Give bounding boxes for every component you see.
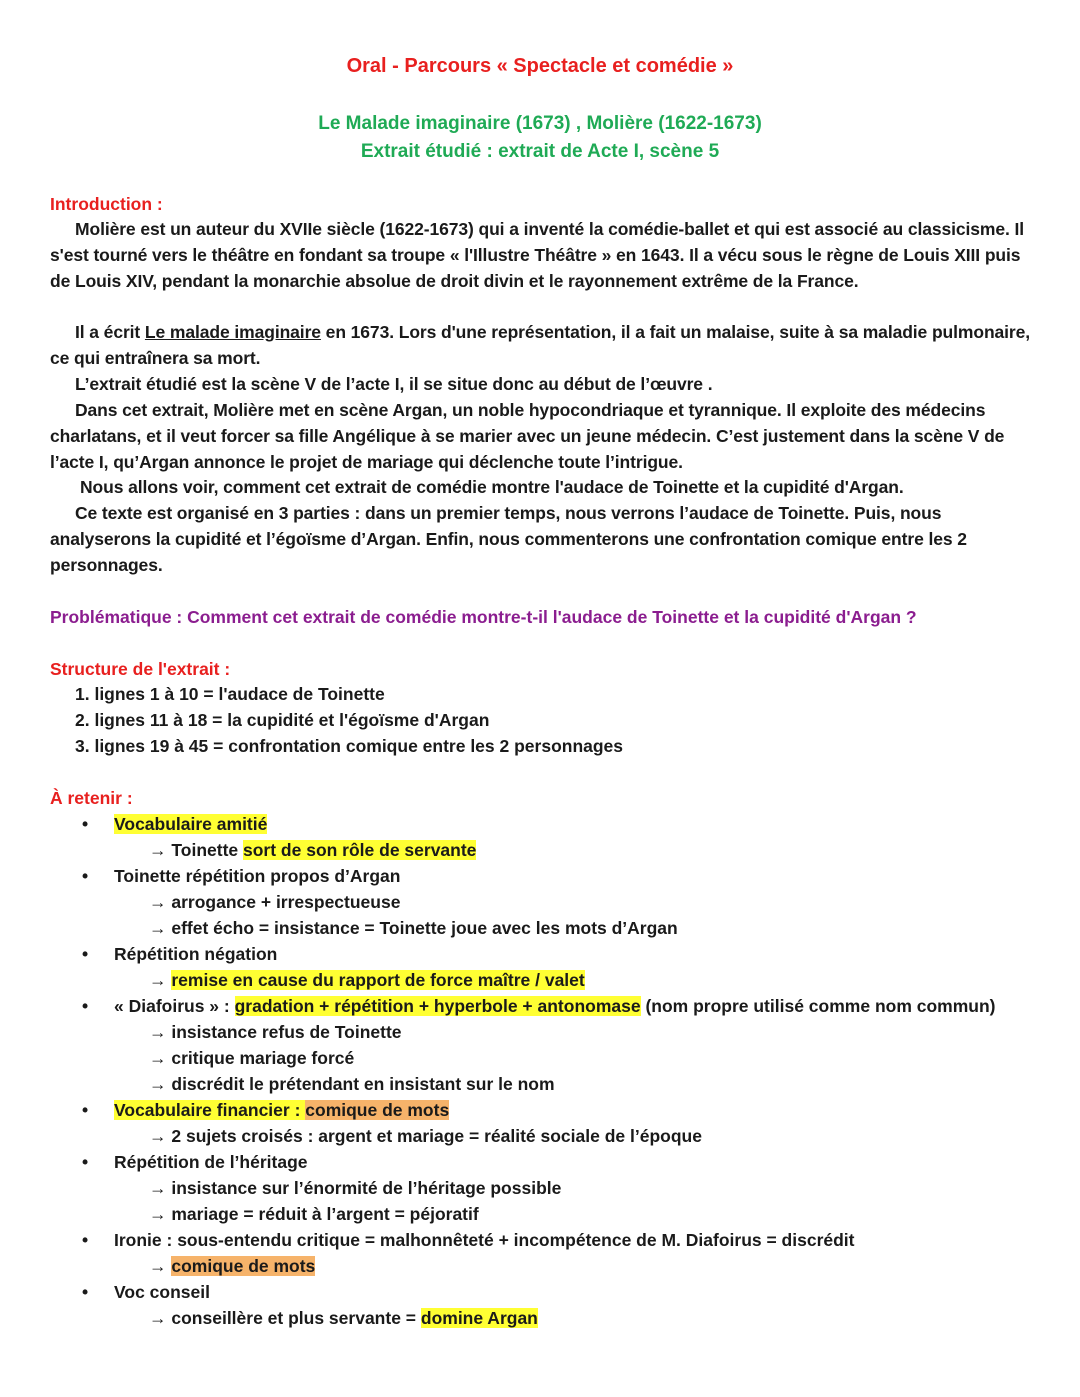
- arrow-icon: →: [149, 1022, 167, 1042]
- retenir-subitem: → critique mariage forcé: [149, 1048, 355, 1068]
- retenir-subitem: → discrédit le prétendant en insistant sur le nom: [149, 1074, 555, 1094]
- arrow-icon: →: [149, 1178, 167, 1198]
- retenir-item: Vocabulaire amitié: [114, 814, 268, 834]
- bullet-icon: •: [82, 996, 89, 1016]
- intro-paragraph-2: Il a écrit Le malade imaginaire en 1673. Lors d'une représentation, il a fait un malaise, suite à sa maladie pulmonaire, ce qui entraînera sa mort.: [50, 322, 1031, 368]
- extract-subtitle: Extrait étudié : extrait de Acte I, scène 5: [360, 141, 720, 162]
- structure-item: 2. lignes 11 à 18 = la cupidité et l'égoïsme d'Argan: [75, 710, 490, 730]
- retenir-subitem: → Toinette sort de son rôle de servante: [149, 840, 477, 860]
- arrow-icon: →: [149, 1256, 167, 1276]
- retenir-subitem: → comique de mots: [149, 1256, 316, 1276]
- work-title-underlined: Le malade imaginaire: [144, 322, 321, 342]
- arrow-icon: →: [149, 1308, 167, 1328]
- bullet-icon: •: [82, 1152, 89, 1172]
- intro-paragraph-1: Molière est un auteur du XVIIe siècle (1622-1673) qui a inventé la comédie-ballet et qui est associé au classicisme. Il s'est tourné vers le théâtre en fondant sa troupe « l'Illustre Théâtre » en 1643. Il a vécu sous le règne de Louis XIII puis de Louis XIV, pendant la monarchie absolue de droit divin et le rayonnement extrême de la France.: [50, 219, 1025, 291]
- bullet-icon: •: [82, 1230, 89, 1250]
- document-title: Oral - Parcours « Spectacle et comédie »: [346, 55, 734, 77]
- structure-item: 1. lignes 1 à 10 = l'audace de Toinette: [75, 684, 385, 704]
- work-subtitle: Le Malade imaginaire (1673) , Molière (1622-1673): [318, 113, 762, 134]
- bullet-icon: •: [82, 1282, 89, 1302]
- retenir-subitem: → remise en cause du rapport de force maître / valet: [149, 970, 585, 990]
- bullet-icon: •: [82, 944, 89, 964]
- retenir-item: « Diafoirus » : gradation + répétition + hyperbole + antonomase (nom propre utilisé comme nom commun): [114, 996, 996, 1016]
- intro-paragraph-5: Nous allons voir, comment cet extrait de comédie montre l'audace de Toinette et la cupidité d'Argan.: [80, 477, 904, 497]
- bullet-icon: •: [82, 1100, 89, 1120]
- retenir-item: Voc conseil: [114, 1282, 210, 1302]
- arrow-icon: →: [149, 892, 167, 912]
- structure-heading: Structure de l'extrait :: [50, 659, 231, 679]
- arrow-icon: →: [149, 1126, 167, 1146]
- arrow-icon: →: [149, 1074, 167, 1094]
- arrow-icon: →: [149, 918, 167, 938]
- arrow-icon: →: [149, 970, 167, 990]
- arrow-icon: →: [149, 840, 167, 860]
- retenir-subitem: → conseillère et plus servante = domine Argan: [149, 1308, 538, 1328]
- retenir-subitem: → insistance refus de Toinette: [149, 1022, 402, 1042]
- retenir-item: Ironie : sous-entendu critique = malhonnêteté + incompétence de M. Diafoirus = discrédit: [114, 1230, 855, 1250]
- retenir-item: Répétition négation: [114, 944, 278, 964]
- bullet-icon: •: [82, 866, 89, 886]
- problematique: Problématique : Comment cet extrait de comédie montre-t-il l'audace de Toinette et la cupidité d'Argan ?: [50, 607, 917, 627]
- retenir-item: Répétition de l’héritage: [114, 1152, 308, 1172]
- retenir-heading: À retenir :: [50, 788, 133, 808]
- retenir-subitem: → effet écho = insistance = Toinette joue avec les mots d’Argan: [149, 918, 678, 938]
- retenir-subitem: → insistance sur l’énormité de l’héritage possible: [149, 1178, 562, 1198]
- structure-list: [75, 681, 623, 759]
- retenir-item: Vocabulaire financier : comique de mots: [114, 1100, 450, 1120]
- intro-paragraph-6: Ce texte est organisé en 3 parties : dans un premier temps, nous verrons l’audace de Toinette. Puis, nous analyserons la cupidité et l’égoïsme d’Argan. Enfin, nous commenterons une confrontation comique entre les 2 personnages.: [50, 503, 967, 575]
- intro-paragraph-3: L’extrait étudié est la scène V de l’acte I, il se situe donc au début de l’œuvre .: [75, 374, 713, 394]
- arrow-icon: →: [149, 1048, 167, 1068]
- retenir-subitem: → arrogance + irrespectueuse: [149, 892, 401, 912]
- structure-item: 3. lignes 19 à 45 = confrontation comique entre les 2 personnages: [75, 736, 624, 756]
- introduction-heading: Introduction :: [50, 194, 163, 214]
- retenir-subitem: → mariage = réduit à l’argent = péjoratif: [149, 1204, 479, 1224]
- retenir-subitem: → 2 sujets croisés : argent et mariage = réalité sociale de l’époque: [149, 1126, 702, 1146]
- bullet-icon: •: [82, 814, 89, 834]
- arrow-icon: →: [149, 1204, 167, 1224]
- retenir-item: Toinette répétition propos d’Argan: [114, 866, 401, 886]
- intro-paragraph-4: Dans cet extrait, Molière met en scène Argan, un noble hypocondriaque et tyrannique. Il exploite des médecins charlatans, et il veut forcer sa fille Angélique à se marier avec un jeune médecin. C’est justement dans la scène V de l’acte I, qu’Argan annonce le projet de mariage qui déclenche toute l’intrigue.: [50, 400, 1005, 472]
